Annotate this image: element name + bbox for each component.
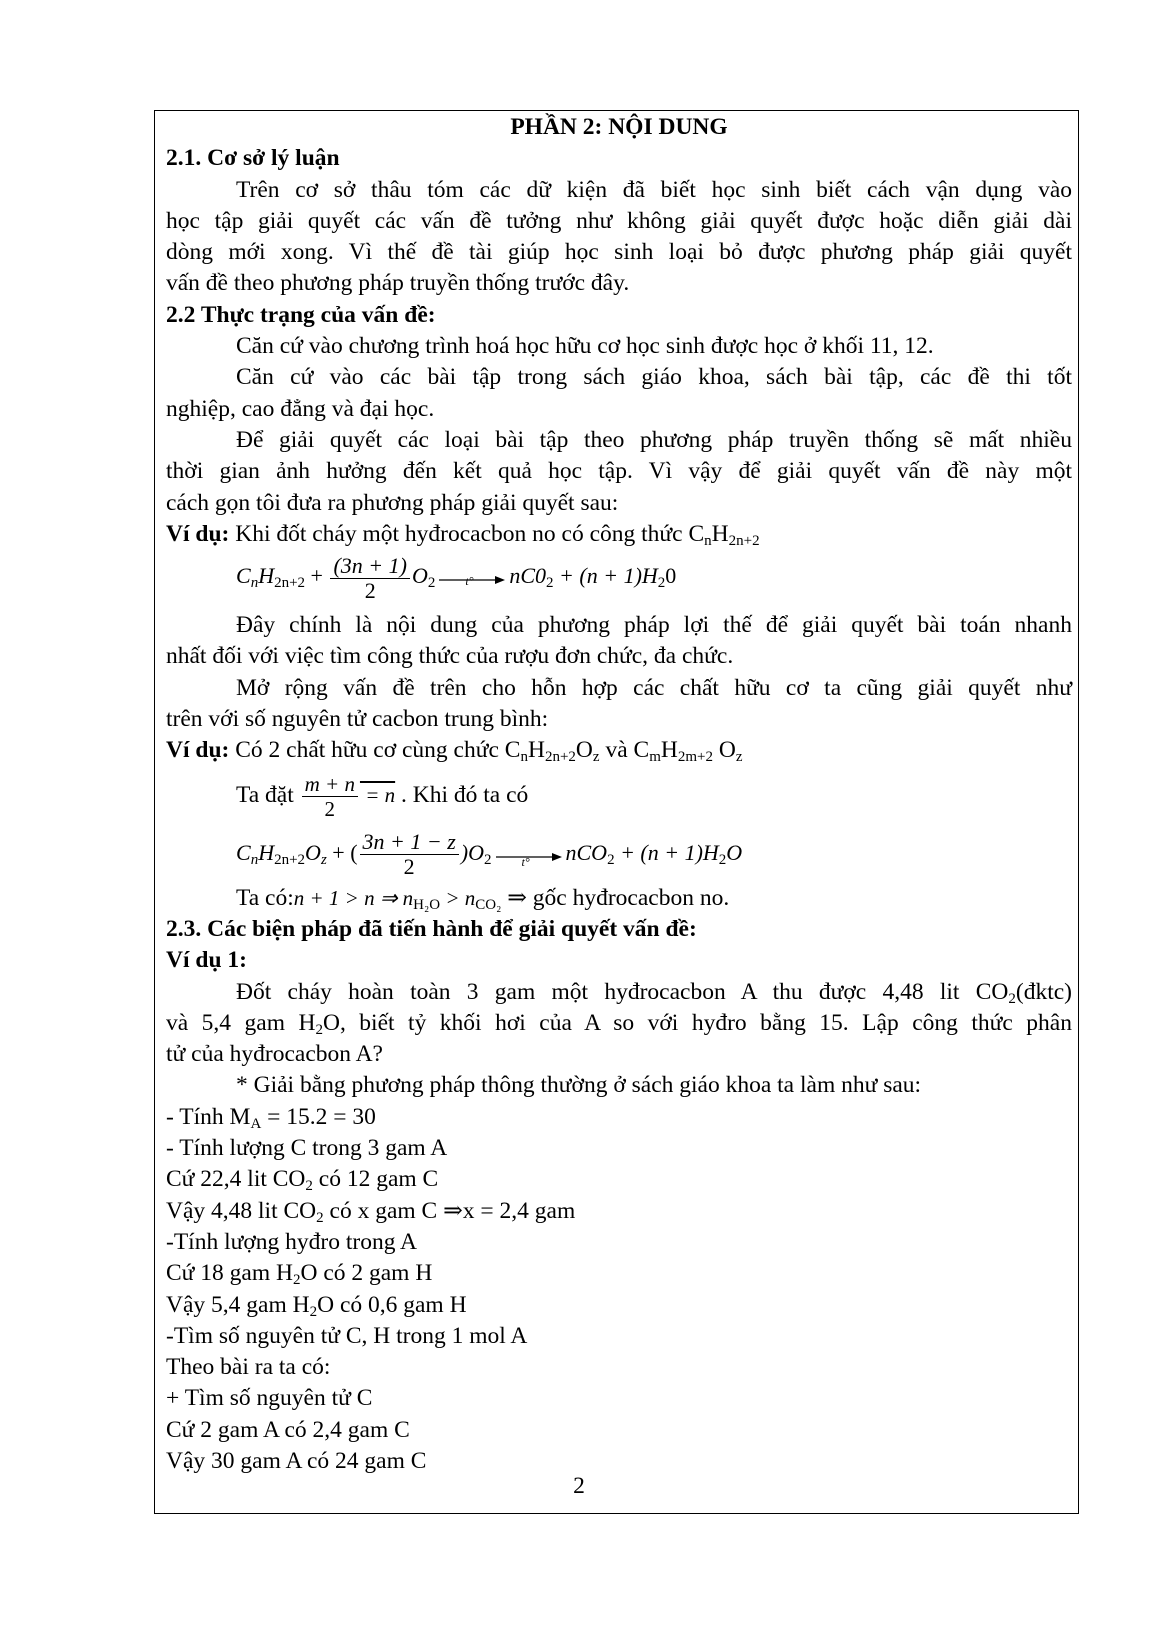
eq1-fraction xyxy=(330,554,410,603)
sub-2n2: 2n+2 xyxy=(728,532,760,549)
solution-l5: -Tính lượng hyđro trong A xyxy=(166,1228,418,1255)
q1-end: (đktc) xyxy=(1015,978,1072,1005)
eq2-O: O xyxy=(305,839,321,865)
eq1-rhs2: + (n + 1)H xyxy=(553,563,658,589)
example-text: Khi đốt cháy một hyđrocacbon no có công thức C xyxy=(229,520,705,547)
s22-para-2: Căn cứ vào các bài tập trong sách giáo khoa, sách bài tập, các đề thi tốt xyxy=(236,364,1072,391)
mean-num: m + n xyxy=(302,772,358,797)
s22-para-1: Căn cứ vào chương trình hoá học hữu cơ học sinh được học ở khối 11, 12. xyxy=(236,333,934,360)
solution-l7 xyxy=(166,1290,1072,1321)
solution-l9: Theo bài ra ta có: xyxy=(166,1354,331,1381)
l7-sub: 2 xyxy=(309,1303,318,1320)
q1-text: Đốt cháy hoàn toàn 3 gam một hyđrocacbon A thu được 4,48 lit CO xyxy=(236,978,1009,1005)
s21-line-2: học tập giải quyết các vấn đề tưởng như không giải quyết được hoặc diễn giải dài xyxy=(166,207,1072,234)
s22-para-3-end: cách gọn tôi đưa ra phương pháp giải quyết sau: xyxy=(166,489,619,516)
eq2-plus: + ( xyxy=(326,839,358,865)
s22-para-5: Mở rộng vấn đề trên cho hỗn hợp các chất hữu cơ ta cũng giải quyết như xyxy=(236,674,1072,701)
solution-l6 xyxy=(166,1258,1072,1289)
eq1-num: (3n + 1) xyxy=(330,554,410,579)
eq1-den: 2 xyxy=(364,577,376,603)
section-2-1-heading: 2.1. Cơ sở lý luận xyxy=(166,145,340,172)
example-2-label: Ví dụ: xyxy=(166,737,230,764)
l4b: có x gam C ⇒x = 2,4 gam xyxy=(323,1197,576,1224)
ex2-H2: H xyxy=(660,737,678,764)
eq1-rhs3: 0 xyxy=(665,563,677,589)
solution-l2: - Tính lượng C trong 3 gam A xyxy=(166,1135,448,1162)
eq2-C: C xyxy=(236,839,251,865)
page-content xyxy=(166,112,1072,1477)
s22-para-4-end: nhất đối với việc tìm công thức của rượu đơn chức, đa chức. xyxy=(166,643,734,670)
ex2-H: H xyxy=(527,737,545,764)
example-label: Ví dụ: xyxy=(166,520,230,547)
ex2-text1: Có 2 chất hữu cơ cùng chức C xyxy=(229,737,521,764)
solution-l12: Vậy 30 gam A có 24 gam C xyxy=(166,1447,427,1474)
eq2-n: n xyxy=(250,851,259,868)
combustion-equation-2 xyxy=(166,823,1072,883)
q2-sub: 2 xyxy=(315,1021,323,1038)
question-line-1 xyxy=(166,977,1072,1008)
ex2-O2: O xyxy=(712,737,736,764)
eq2-num: 3n + 1 − z xyxy=(360,830,459,855)
eq2-rhs-sub2: 2 xyxy=(718,851,727,868)
l1b: = 15.2 = 30 xyxy=(261,1103,376,1130)
l1-sub: A xyxy=(250,1115,262,1132)
solution-l1 xyxy=(166,1102,1072,1133)
question-line-3: tử của hyđrocacbon A? xyxy=(166,1041,383,1068)
eq2-temp: t° xyxy=(521,854,530,869)
ta-dat-text2: . Khi đó ta có xyxy=(395,781,529,808)
example-1-line xyxy=(166,519,1072,550)
l4a: Vậy 4,48 lit CO xyxy=(166,1197,317,1224)
eq1-rhs-sub2: 2 xyxy=(657,575,666,592)
l7a: Vậy 5,4 gam H xyxy=(166,1291,310,1318)
l4-sub: 2 xyxy=(316,1209,324,1226)
solution-l10: + Tìm số nguyên tử C xyxy=(166,1385,373,1412)
eq1-rhs1: nC0 xyxy=(509,563,547,589)
l6-sub: 2 xyxy=(292,1272,301,1289)
eq1-C: C xyxy=(236,563,251,589)
ex2-n: n xyxy=(520,749,528,766)
example-1-heading: Ví dụ 1: xyxy=(166,947,247,974)
ta-co-gt: > n xyxy=(440,885,476,910)
part-title: PHẦN 2: NỘI DUNG xyxy=(510,114,728,140)
eq1-O: O xyxy=(411,563,428,589)
solution-l3 xyxy=(166,1164,1072,1195)
ta-dat-text: Ta đặt xyxy=(236,781,300,808)
solution-l4 xyxy=(166,1196,1072,1227)
ex2-O: O xyxy=(575,737,593,764)
mean-den: 2 xyxy=(324,796,336,821)
eq1-O-sub: 2 xyxy=(427,575,436,592)
page-number: 2 xyxy=(573,1473,585,1499)
solution-l8: -Tìm số nguyên tử C, H trong 1 mol A xyxy=(166,1322,528,1349)
l3-sub: 2 xyxy=(305,1178,313,1195)
solution-l11: Cứ 2 gam A có 2,4 gam C xyxy=(166,1416,410,1443)
q1-sub: 2 xyxy=(1008,990,1016,1007)
ta-co-line xyxy=(166,883,1072,914)
sub-n: n xyxy=(704,532,712,549)
eq1-temp: t° xyxy=(465,574,474,589)
ex2-z: z xyxy=(592,749,600,766)
s21-line-4: vấn đề theo phương pháp truyền thống trước đây. xyxy=(166,270,630,297)
combustion-equation-1 xyxy=(166,550,1072,602)
ta-co-expr: n + 1 > n ⇒ n xyxy=(293,885,414,910)
q2b: O, biết tỷ khối hơi của A so với hyđro bằng 15. Lập công thức phân xyxy=(322,1009,1072,1036)
section-2-3-heading: 2.3. Các biện pháp đã tiến hành để giải quyết vấn đề: xyxy=(166,915,697,942)
ta-co-end: ⇒ gốc hyđrocacbon no. xyxy=(501,884,730,911)
ex2-m: m xyxy=(649,749,661,766)
mean-fraction xyxy=(302,772,358,821)
question-line-2 xyxy=(166,1008,1072,1039)
ta-co-label: Ta có: xyxy=(236,884,294,911)
ta-dat-line xyxy=(166,767,1072,823)
l3a: Cứ 22,4 lit CO xyxy=(166,1166,306,1193)
eq2-z: z xyxy=(320,851,327,868)
mean-n: = n xyxy=(359,782,396,807)
eq2-rhs-sub1: 2 xyxy=(607,851,615,868)
section-2-2-heading: 2.2 Thực trạng của vấn đề: xyxy=(166,301,436,328)
s21-line-3: dòng mới xong. Vì thế đề tài giúp học sinh loại bỏ được phương pháp giải quyết xyxy=(166,239,1072,266)
s22-para-5-end: trên với số nguyên tử cacbon trung bình: xyxy=(166,706,549,733)
example-2-line xyxy=(166,735,1072,766)
eq2-den: 2 xyxy=(403,854,415,880)
eq2-close: )O xyxy=(460,839,484,865)
reaction-arrow-icon xyxy=(437,569,507,587)
ex2-2m2: 2m+2 xyxy=(677,749,713,766)
eq1-rhs-sub1: 2 xyxy=(546,575,554,592)
eq2-rhs3: O xyxy=(726,839,743,865)
s22-para-2-end: nghiệp, cao đẳng và đại học. xyxy=(166,395,435,422)
l6b: O có 2 gam H xyxy=(300,1260,433,1287)
s22-para-3-line-1: Để giải quyết các loại bài tập theo phương pháp truyền thống sẽ mất nhiều xyxy=(236,426,1072,453)
eq2-sub: 2n+2 xyxy=(274,851,306,868)
eq2-rhs1: nCO xyxy=(565,839,608,865)
l7b: O có 0,6 gam H xyxy=(317,1291,467,1318)
s21-line-1: Trên cơ sở thâu tóm các dữ kiện đã biết học sinh biết cách vận dụng vào xyxy=(236,176,1072,203)
eq2-fraction xyxy=(360,830,459,879)
ta-co-sub2: CO₂ xyxy=(475,896,502,913)
eq2-O-sub: 2 xyxy=(484,851,492,868)
eq2-rhs2: + (n + 1)H xyxy=(614,839,719,865)
l1a: - Tính M xyxy=(166,1103,251,1130)
ex2-text2: và C xyxy=(599,737,650,764)
eq2-H: H xyxy=(258,839,275,865)
eq1-n: n xyxy=(250,575,259,592)
l6a: Cứ 18 gam H xyxy=(166,1260,293,1287)
H-letter: H xyxy=(711,520,729,547)
method-line: * Giải bằng phương pháp thông thường ở sách giáo khoa ta làm như sau: xyxy=(236,1072,922,1099)
eq1-plus: + xyxy=(305,563,329,589)
s22-para-4: Đây chính là nội dung của phương pháp lợi thế để giải quyết bài toán nhanh xyxy=(236,612,1072,639)
q2a: và 5,4 gam H xyxy=(166,1009,316,1036)
s22-para-3-line-2: thời gian ảnh hưởng đến kết quả học tập. Vì vậy để giải quyết vấn đề này một xyxy=(166,458,1072,485)
eq1-H: H xyxy=(258,563,275,589)
ta-co-sub1: H₂O xyxy=(413,896,441,913)
eq1-sub: 2n+2 xyxy=(274,575,306,592)
l3b: có 12 gam C xyxy=(312,1166,439,1193)
ex2-z2: z xyxy=(735,749,743,766)
reaction-arrow-2-icon xyxy=(494,846,564,869)
ex2-2n2: 2n+2 xyxy=(544,749,576,766)
